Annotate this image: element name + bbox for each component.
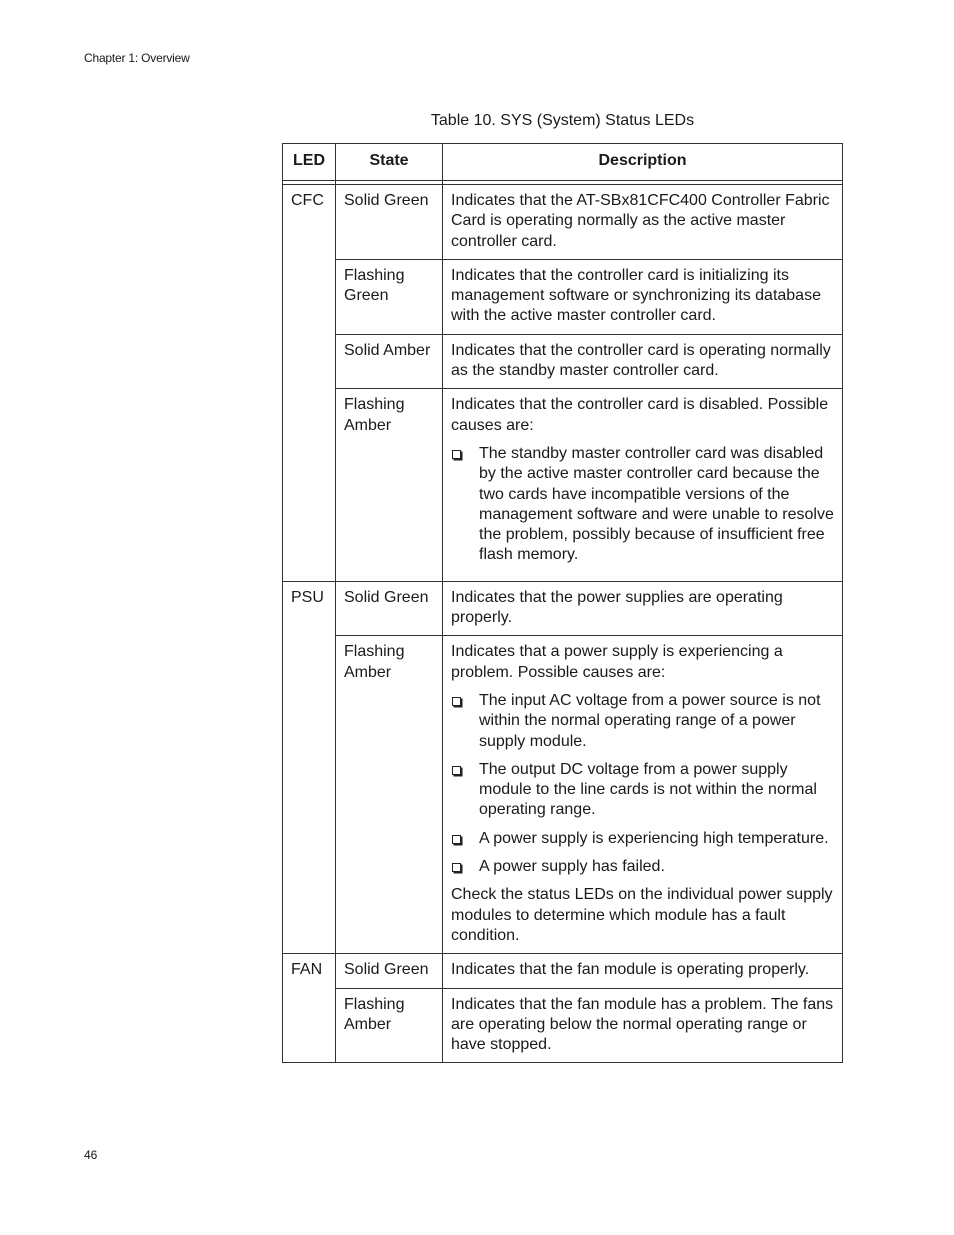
table-row <box>283 581 843 636</box>
state-cell: Solid Amber <box>336 334 443 389</box>
table-row <box>283 389 843 581</box>
running-head: Chapter 1: Overview <box>84 51 190 65</box>
description-text: Indicates that the power supplies are operating properly. <box>451 588 783 627</box>
led-cell-cfc: CFC <box>283 185 336 582</box>
table-row <box>283 988 843 1063</box>
checkbox-bullet-icon <box>452 835 461 844</box>
description-text: Indicates that the controller card is operating normally as the standby master controller card. <box>451 341 831 380</box>
description-text: Indicates that the fan module is operating properly. <box>451 961 810 979</box>
cause-item <box>451 760 835 821</box>
description-text: Indicates that a power supply is experiencing a problem. Possible causes are: <box>451 643 783 681</box>
state-cell: Flashing Green <box>336 259 443 334</box>
description-cell <box>443 185 843 260</box>
checkbox-bullet-icon <box>452 450 461 459</box>
checkbox-bullet-icon <box>452 863 461 872</box>
description-cell <box>443 334 843 389</box>
cause-text: The standby master controller card was disabled by the active master controller card because the two cards have incompatible versions of the management software and were unable to resolve the problem, possibly because of insufficient free flash memory. <box>479 444 834 564</box>
cause-text: The output DC voltage from a power supply module to the line cards is not within the normal operating range. <box>479 760 817 819</box>
table-row <box>283 259 843 334</box>
description-cell <box>443 636 843 954</box>
cause-text: A power supply is experiencing high temperature. <box>479 829 829 847</box>
table-row <box>283 636 843 954</box>
cause-item <box>451 829 835 849</box>
description-text: Indicates that the controller card is disabled. Possible causes are: <box>451 396 829 434</box>
table-row <box>283 954 843 988</box>
header-description: Description <box>443 144 843 181</box>
cause-list <box>451 691 835 877</box>
table-caption: Table 10. SYS (System) Status LEDs <box>430 112 695 129</box>
cause-item <box>451 691 835 752</box>
state-cell: Flashing Amber <box>336 389 443 581</box>
description-cell <box>443 581 843 636</box>
cause-item <box>451 444 835 566</box>
header-state: State <box>336 144 443 181</box>
cause-text: The input AC voltage from a power source is not within the normal operating range of a power supply module. <box>479 691 821 750</box>
checkbox-bullet-icon <box>452 697 461 706</box>
state-cell: Solid Green <box>336 581 443 636</box>
state-cell: Solid Green <box>336 954 443 988</box>
description-note: Check the status LEDs on the individual power supply modules to determine which module has a fault condition. <box>451 886 833 944</box>
description-text: Indicates that the AT-SBx81CFC400 Controller Fabric Card is operating normally as the active master controller card. <box>451 192 830 250</box>
table-row <box>283 334 843 389</box>
led-cell-psu: PSU <box>283 581 336 953</box>
state-cell: Flashing Amber <box>336 988 443 1063</box>
state-cell: Flashing Amber <box>336 636 443 954</box>
cause-text: A power supply has failed. <box>479 858 665 876</box>
page-number: 46 <box>84 1148 98 1162</box>
description-cell <box>443 988 843 1063</box>
description-cell <box>443 389 843 581</box>
cause-list <box>451 444 835 566</box>
table-header-row <box>283 144 843 181</box>
cause-item <box>451 857 835 877</box>
description-cell <box>443 954 843 988</box>
led-cell-fan: FAN <box>283 954 336 1063</box>
header-led: LED <box>283 144 336 181</box>
checkbox-bullet-icon <box>452 766 461 775</box>
description-text: Indicates that the controller card is initializing its management software or synchronizing its database with the active master controller card. <box>451 266 821 325</box>
sys-status-led-table <box>282 143 843 1063</box>
table-row <box>283 185 843 260</box>
description-cell <box>443 259 843 334</box>
state-cell: Solid Green <box>336 185 443 260</box>
description-text: Indicates that the fan module has a problem. The fans are operating below the normal operating range or have stopped. <box>451 995 834 1054</box>
